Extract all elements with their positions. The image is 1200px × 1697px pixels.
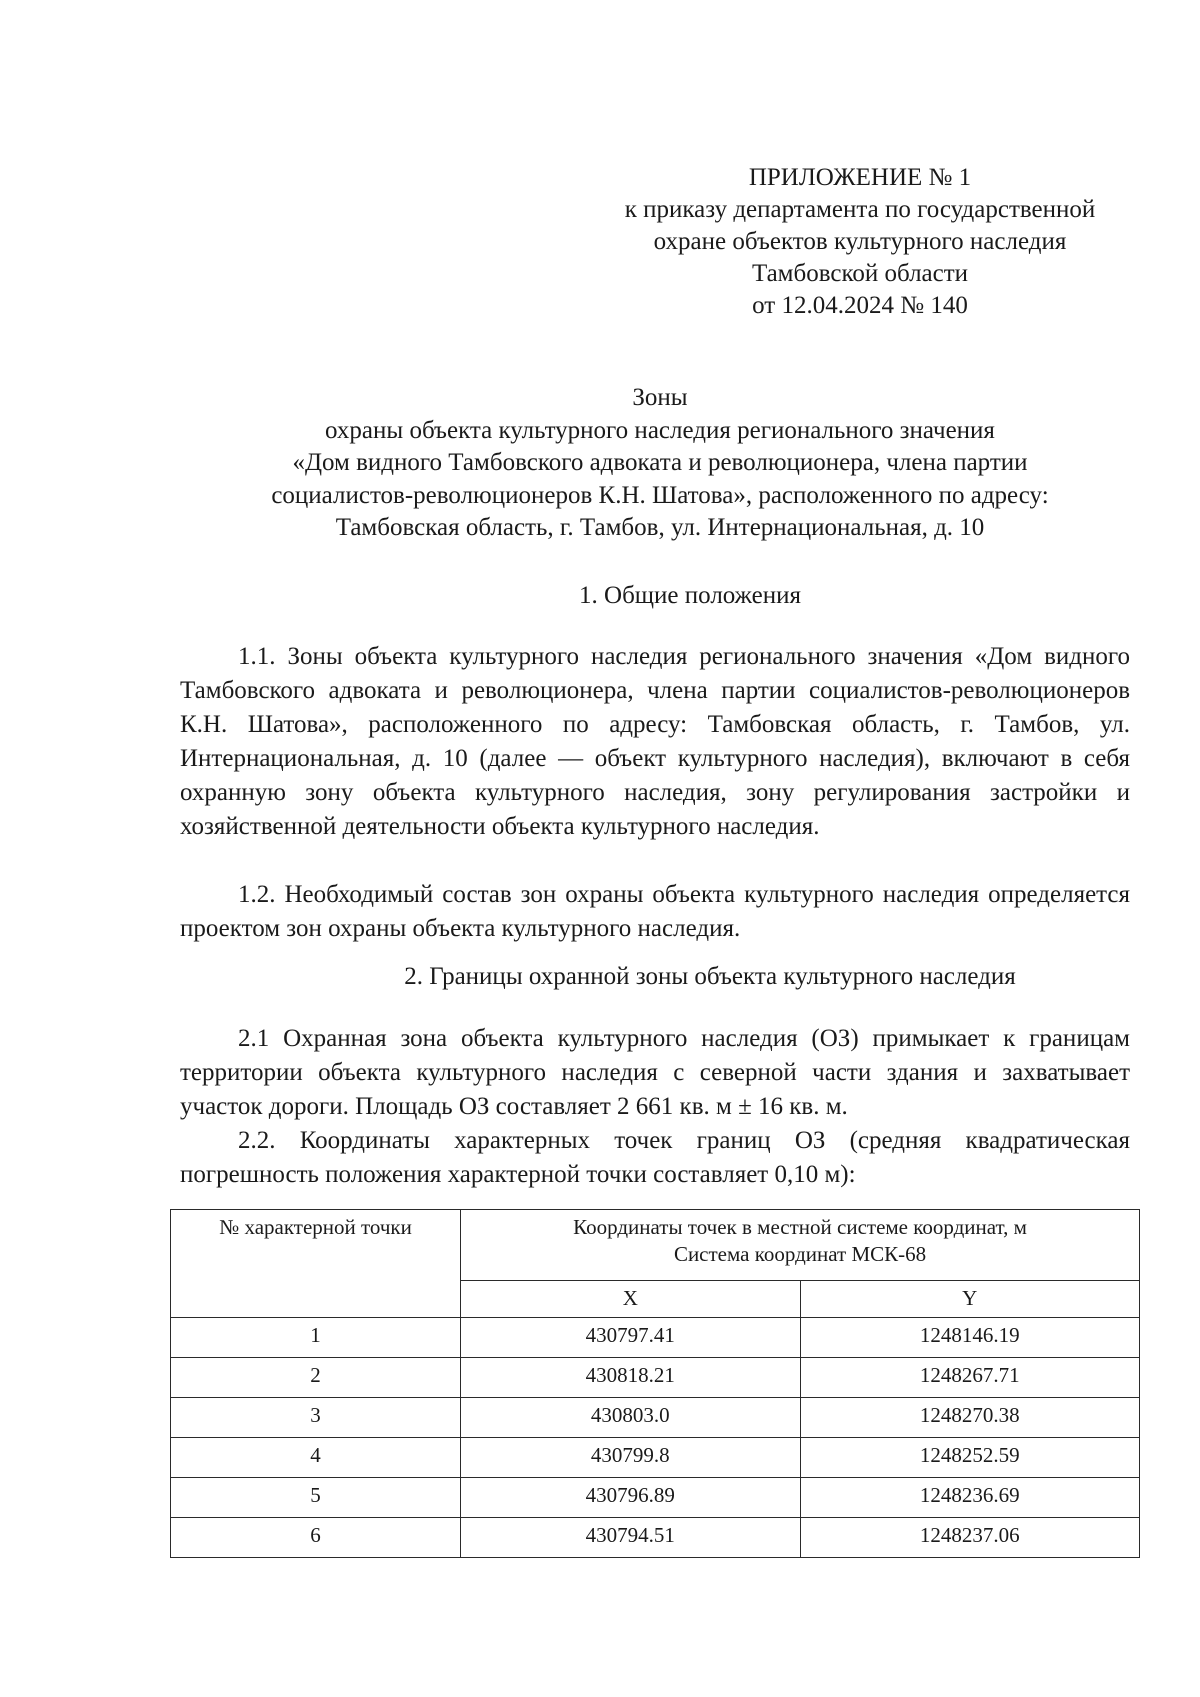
title-line-4: социалистов-революционеров К.Н. Шатова», расположенного по адресу: <box>271 481 1049 509</box>
point-x: 430794.51 <box>461 1518 800 1558</box>
point-x: 430803.0 <box>461 1398 800 1438</box>
point-y: 1248252.59 <box>800 1438 1139 1478</box>
section-1-paragraph-1-text: 1.1. Зоны объекта культурного наследия регионального значения «Дом видного Тамбовского адвоката и революционера, члена партии социалистов-революционеров К.Н. Шатова», расположенного по адресу: Тамбовская область, г. Тамбов, ул. Интернациональная, д. 10 (далее — объект культурного наследия), включают в себя охранную зону объекта культурного наследия, зону регулирования застройки и хозяйственной деятельности объекта культурного наследия. <box>180 643 1130 840</box>
header-coordinates-line-1: Координаты точек в местной системе координат, м <box>573 1215 1027 1239</box>
point-y: 1248146.19 <box>800 1318 1139 1358</box>
header-coordinates <box>461 1210 1140 1281</box>
point-y: 1248237.06 <box>800 1518 1139 1558</box>
appendix-date-line: от 12.04.2024 № 140 <box>752 292 968 319</box>
point-number: 5 <box>171 1478 461 1518</box>
point-number: 1 <box>171 1318 461 1358</box>
point-x: 430799.8 <box>461 1438 800 1478</box>
section-1-heading: 1. Общие положения <box>579 582 801 609</box>
table-row <box>171 1318 1140 1358</box>
point-number: 4 <box>171 1438 461 1478</box>
appendix-order-line: к приказу департамента по государственной <box>624 196 1096 223</box>
title-line-5: Тамбовская область, г. Тамбов, ул. Интернациональная, д. 10 <box>335 514 985 541</box>
table-row <box>171 1478 1140 1518</box>
point-number: 3 <box>171 1398 461 1438</box>
appendix-header <box>580 162 1140 322</box>
table-header-row <box>171 1210 1140 1281</box>
section-2-heading: 2. Границы охранной зоны объекта культурного наследия <box>404 963 1016 990</box>
header-x: X <box>461 1281 800 1318</box>
table-row <box>171 1518 1140 1558</box>
section-2-paragraph-2 <box>180 1124 1130 1192</box>
title-line-1: Зоны <box>632 384 688 411</box>
appendix-region-line: Тамбовской области <box>751 260 969 287</box>
title-line-3: «Дом видного Тамбовского адвоката и революционера, члена партии <box>292 449 1028 476</box>
title-line-2: охраны объекта культурного наследия регионального значения <box>325 416 995 444</box>
section-1-paragraph-2 <box>180 878 1130 946</box>
point-number: 6 <box>171 1518 461 1558</box>
point-x: 430818.21 <box>461 1358 800 1398</box>
header-point-number: № характерной точки <box>171 1210 461 1318</box>
table-row <box>171 1438 1140 1478</box>
point-y: 1248267.71 <box>800 1358 1139 1398</box>
section-1-paragraph-1 <box>180 640 1130 844</box>
document-title <box>150 382 1170 545</box>
header-coordinates-line-2: Система координат МСК-68 <box>673 1242 927 1266</box>
section-1-paragraph-2-text: 1.2. Необходимый состав зон охраны объекта культурного наследия определяется проектом зон охраны объекта культурного наследия. <box>180 881 1130 942</box>
point-y: 1248236.69 <box>800 1478 1139 1518</box>
point-x: 430797.41 <box>461 1318 800 1358</box>
section-2-paragraph-1 <box>180 1022 1130 1124</box>
appendix-department-line: охране объектов культурного наследия <box>653 228 1067 255</box>
point-y: 1248270.38 <box>800 1398 1139 1438</box>
section-2-paragraph-2-text: 2.2. Координаты характерных точек границ ОЗ (средняя квадратическая погрешность положения характерной точки составляет 0,10 м): <box>180 1127 1130 1188</box>
point-x: 430796.89 <box>461 1478 800 1518</box>
table-row <box>171 1358 1140 1398</box>
point-number: 2 <box>171 1358 461 1398</box>
header-y: Y <box>800 1281 1139 1318</box>
table-row <box>171 1398 1140 1438</box>
appendix-number: ПРИЛОЖЕНИЕ № 1 <box>748 164 972 191</box>
section-2-paragraph-1-text: 2.1 Охранная зона объекта культурного наследия (ОЗ) примыкает к границам территории объекта культурного наследия с северной части здания и захватывает участок дороги. Площадь ОЗ составляет 2 661 кв. м ± 16 кв. м. <box>180 1025 1130 1120</box>
coordinates-table <box>170 1209 1140 1558</box>
